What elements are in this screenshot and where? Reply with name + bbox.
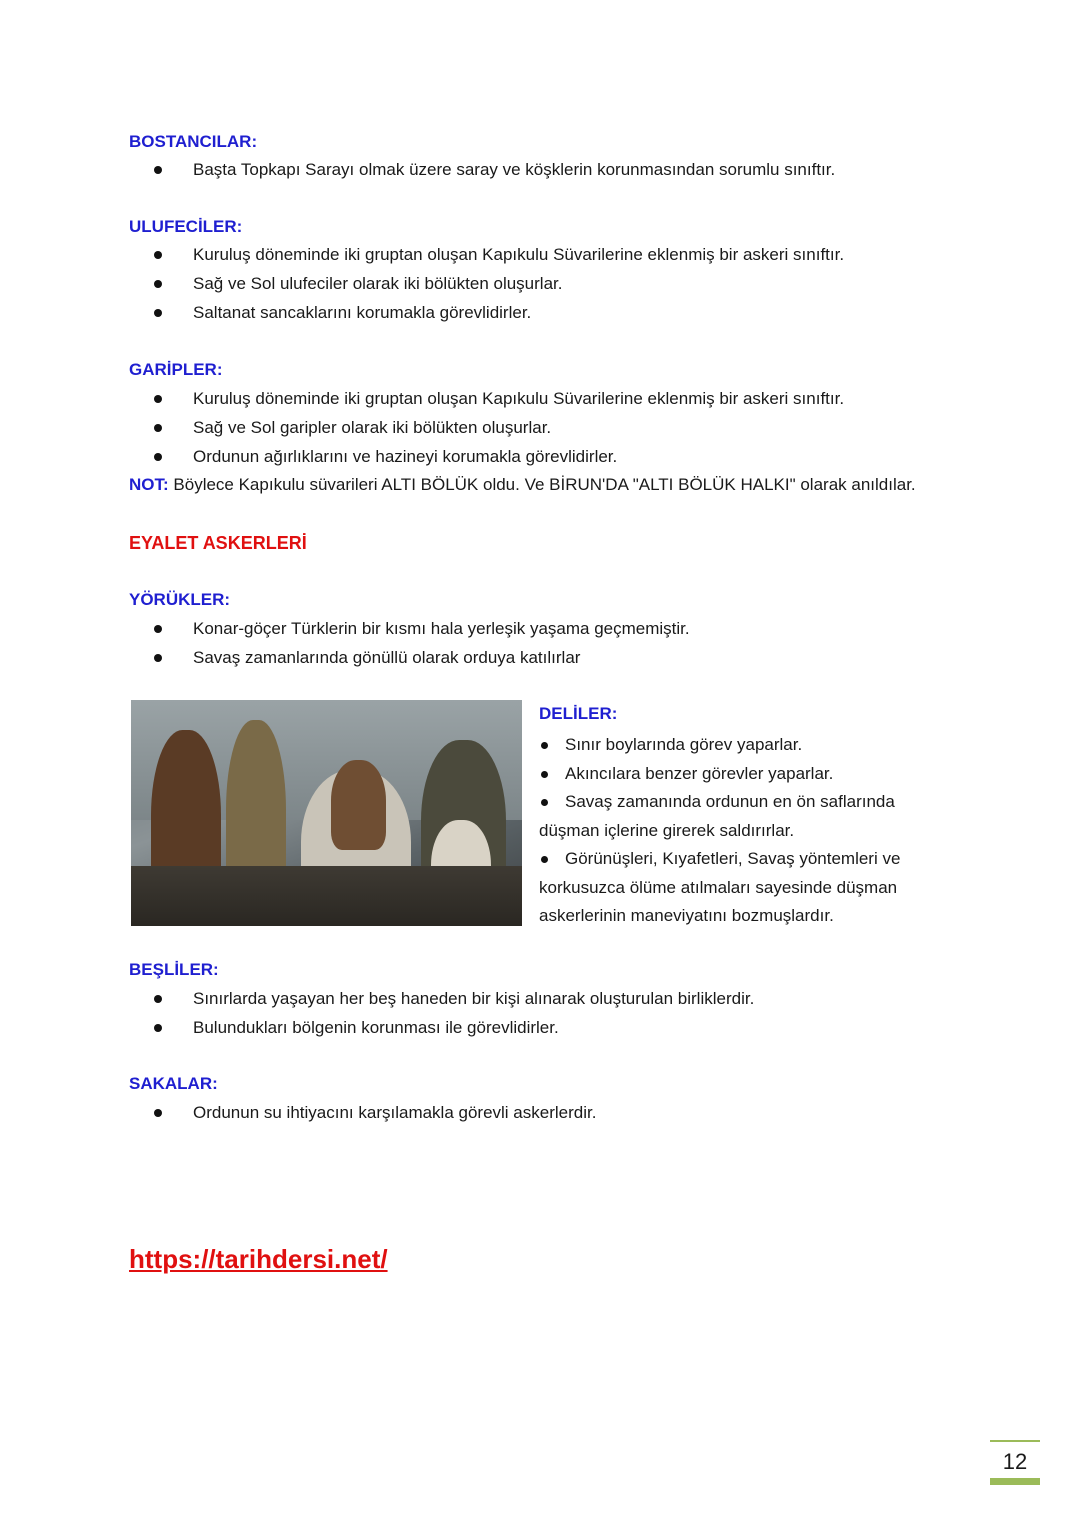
list-sakalar [129,1098,1009,1127]
list-item: Kuruluş döneminde iki gruptan oluşan Kapıkulu Süvarilerine eklenmiş bir askeri sınıftır. [129,384,1009,413]
list-item: Sağ ve Sol garipler olarak iki bölükten oluşurlar. [129,413,1009,442]
list-item: Sınır boylarında görev yaparlar. [539,731,959,760]
list-item: Konar-göçer Türklerin bir kısmı hala yerleşik yaşama geçmemiştir. [129,614,1009,643]
list-item: Başta Topkapı Sarayı olmak üzere saray ve köşklerin korunmasından sorumlu sınıftır. [129,155,1009,184]
note-paragraph [129,474,916,496]
website-link[interactable]: https://tarihdersi.net/ [129,1244,388,1274]
list-ulufeciler [129,240,1009,327]
list-item: Ordunun su ihtiyacını karşılamakla görevli askerlerdir. [129,1098,1009,1127]
list-item: Sağ ve Sol ulufeciler olarak iki bölükten oluşurlar. [129,269,1009,298]
note-label: NOT: [129,475,169,494]
list-item: Saltanat sancaklarını korumakla görevlidirler. [129,298,1009,327]
heading-sakalar: SAKALAR: [129,1074,218,1093]
heading-eyalet-askerleri: EYALET ASKERLERİ [129,533,307,553]
list-item: Bulundukları bölgenin korunması ile görevlidirler. [129,1013,1009,1042]
heading-garipler: GARİPLER: [129,360,223,379]
heading-deliler: DELİLER: [539,704,618,723]
page-number-bar [990,1478,1040,1485]
list-item: Savaş zamanlarında gönüllü olarak orduya katılırlar [129,643,1009,672]
list-item: Kuruluş döneminde iki gruptan oluşan Kapıkulu Süvarilerine eklenmiş bir askeri sınıftır. [129,240,1009,269]
note-text: Böylece Kapıkulu süvarileri ALTI BÖLÜK oldu. Ve BİRUN'DA "ALTI BÖLÜK HALKI" olarak anıldılar. [168,475,916,494]
list-besliler [129,984,1009,1042]
list-item: Savaş zamanında ordunun en ön saflarında düşman içlerine girerek saldırırlar. [539,788,959,845]
list-bostancilar [129,155,1009,184]
list-item: Akıncılara benzer görevler yaparlar. [539,760,959,789]
list-item: Ordunun ağırlıklarını ve hazineyi korumakla görevlidirler. [129,442,1009,471]
deliler-section [539,703,959,931]
list-yorukler [129,614,1009,672]
heading-besliler: BEŞLİLER: [129,960,219,979]
deliler-illustration [131,700,522,926]
heading-bostancilar: BOSTANCILAR: [129,132,258,151]
heading-ulufeciler: ULUFECİLER: [129,217,243,236]
list-item: Görünüşleri, Kıyafetleri, Savaş yöntemleri ve korkusuzca ölüme atılmaları sayesinde düşman askerlerinin maneviyatını bozmuşlardır. [539,845,959,931]
heading-yorukler: YÖRÜKLER: [129,590,231,609]
list-garipler [129,384,1009,471]
page-number: 12 [990,1440,1040,1484]
list-item: Sınırlarda yaşayan her beş haneden bir kişi alınarak oluşturulan birliklerdir. [129,984,1009,1013]
